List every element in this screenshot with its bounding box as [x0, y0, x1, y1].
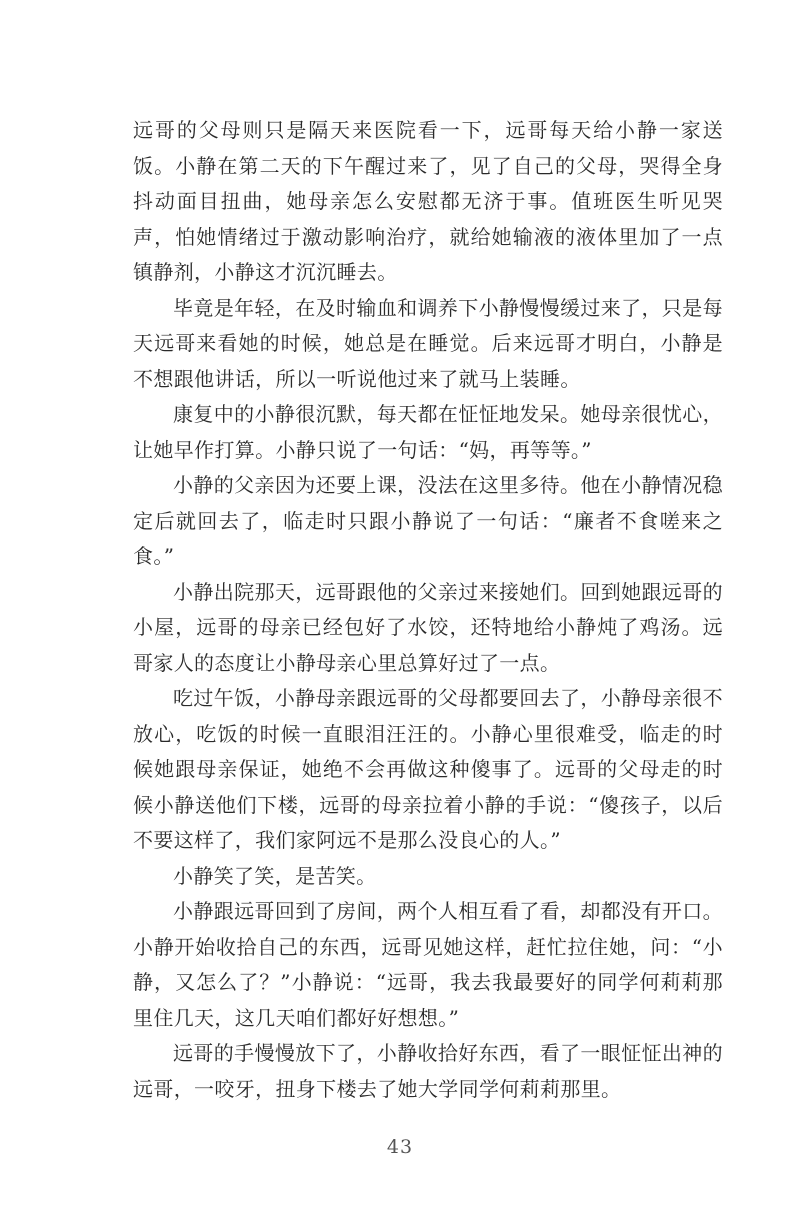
paragraph: 吃过午饭，小静母亲跟远哥的父母都要回去了，小静母亲很不放心，吃饭的时候一直眼泪汪汪的。小静心里很难受，临走的时候她跟母亲保证，她绝不会再做这种傻事了。远哥的父母走的时候小静送他们下楼，远哥的母亲拉着小静的手说：“傻孩子，以后不要这样了，我们家阿远不是那么没良心的人。” [133, 686, 723, 852]
paragraph: 远哥的父母则只是隔天来医院看一下，远哥每天给小静一家送饭。小静在第二天的下午醒过来了，见了自己的父母，哭得全身抖动面目扭曲，她母亲怎么安慰都无济于事。值班医生听见哭声，怕她情绪过于激动影响治疗，就给她输液的液体里加了一点镇静剂，小静这才沉沉睡去。 [133, 118, 723, 284]
paragraph: 远哥的手慢慢放下了，小静收拾好东西，看了一眼怔怔出神的远哥，一咬牙，扭身下楼去了她大学同学何莉莉那里。 [133, 1041, 723, 1101]
paragraph: 小静笑了笑，是苦笑。 [173, 863, 377, 888]
body-text [133, 113, 723, 1107]
paragraph: 小静出院那天，远哥跟他的父亲过来接她们。回到她跟远哥的小屋，远哥的母亲已经包好了水饺，还特地给小静炖了鸡汤。远哥家人的态度让小静母亲心里总算好过了一点。 [133, 579, 723, 675]
paragraph: 小静跟远哥回到了房间，两个人相互看了看，却都没有开口。小静开始收拾自己的东西，远哥见她这样，赶忙拉住她，问：“小静，又怎么了？”小静说：“远哥，我去我最要好的同学何莉莉那里住几天，这几天咱们都好好想想。” [133, 899, 723, 1030]
paragraph: 小静的父亲因为还要上课，没法在这里多待。他在小静情况稳定后就回去了，临走时只跟小静说了一句话：“廉者不食嗟来之食。” [133, 473, 723, 568]
paragraph: 康复中的小静很沉默，每天都在怔怔地发呆。她母亲很忧心，让她早作打算。小静只说了一句话：“妈，再等等。” [133, 402, 723, 462]
paragraph: 毕竟是年轻，在及时输血和调养下小静慢慢缓过来了，只是每天远哥来看她的时候，她总是在睡觉。后来远哥才明白，小静是不想跟他讲话，所以一听说他过来了就马上装睡。 [133, 295, 723, 391]
page-number: 43 [386, 1136, 414, 1158]
